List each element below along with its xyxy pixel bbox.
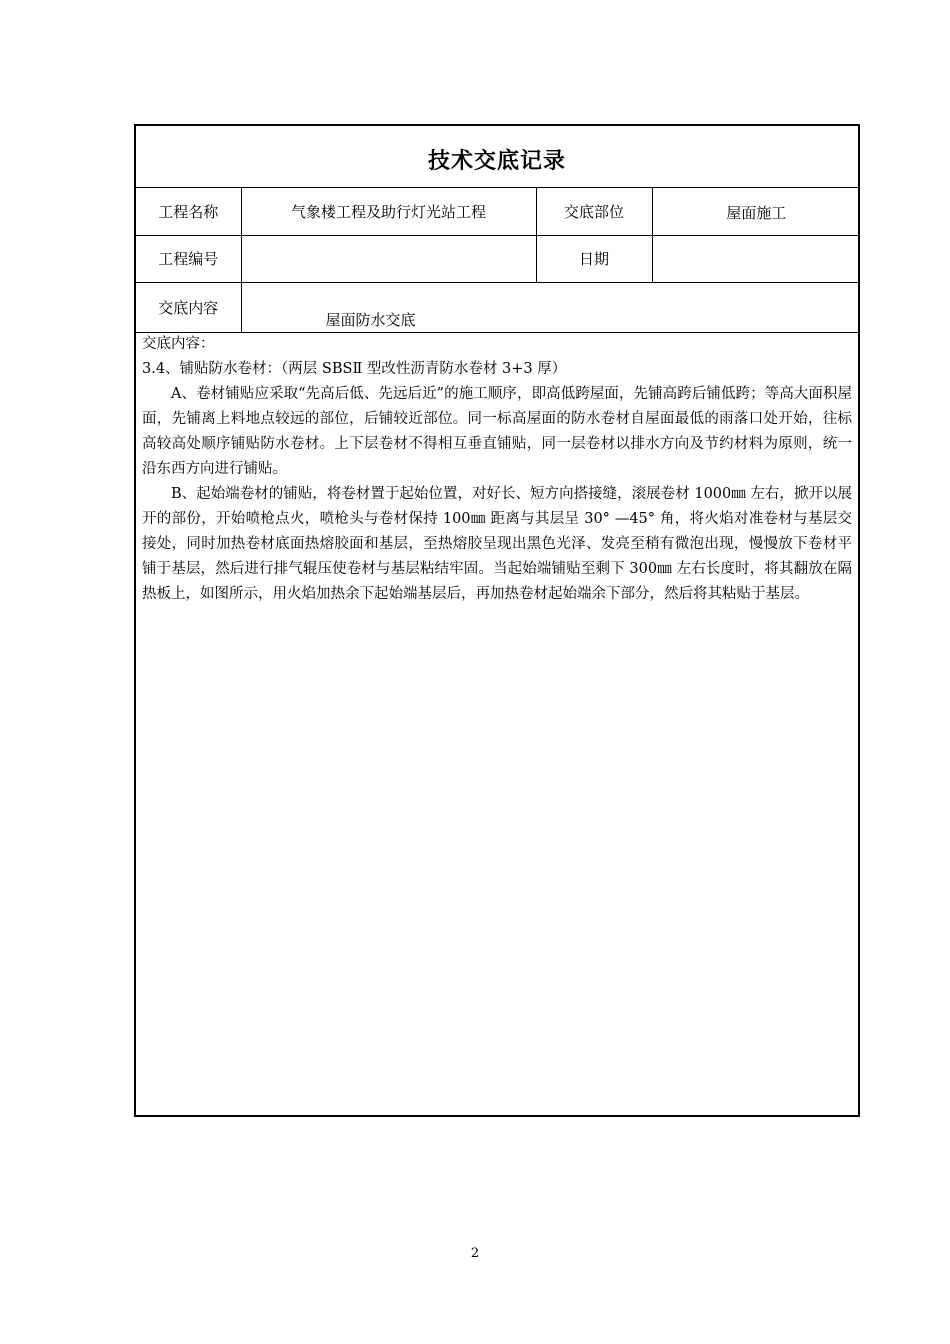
project-no-value — [241, 235, 536, 282]
row-project-name — [136, 188, 860, 235]
page-number: 2 — [470, 1246, 480, 1261]
date-label: 日期 — [536, 235, 652, 282]
row-project-no — [136, 235, 860, 282]
date-value — [652, 235, 860, 282]
location-value: 屋面施工 — [652, 188, 860, 235]
location-label: 交底部位 — [536, 188, 652, 235]
info-table — [136, 188, 860, 333]
body-heading: 交底内容： — [142, 336, 215, 352]
form-title: 技术交底记录 — [136, 126, 858, 188]
project-name-value: 气象楼工程及助行灯光站工程 — [241, 188, 536, 235]
paragraph-a: A、卷材铺贴应采取“先高后低、先远后近”的施工顺序，即高低跨屋面，先铺高跨后铺低跨；等高大面积屋面，先铺离上料地点较远的部位，后铺较近部位。同一标高屋面的防水卷材自屋面最低的雨落口处开始，往标高较高处顺序铺贴防水卷材。上下层卷材不得相互垂直铺贴，同一层卷材以排水方向及节约材料为原则，统一沿东西方向进行铺贴。 — [142, 386, 852, 477]
project-no-label: 工程编号 — [136, 235, 241, 282]
content-label: 交底内容 — [136, 282, 241, 332]
record-form — [134, 124, 860, 1117]
section-heading: 3.4、铺贴防水卷材：（两层 SBSⅡ 型改性沥青防水卷材 3+3 厚） — [142, 361, 567, 377]
project-name-label: 工程名称 — [136, 188, 241, 235]
content-body — [136, 332, 858, 607]
content-value: 屋面防水交底 — [241, 282, 860, 332]
paragraph-b: B、起始端卷材的铺贴，将卷材置于起始位置，对好长、短方向搭接缝，滚展卷材 1000㎜ 左右，掀开以展开的部份，开始喷枪点火，喷枪头与卷材保持 100㎜ 距离与其层呈 30° —45° 角，将火焰对准卷材与基层交接处，同时加热卷材底面热熔胶面和基层，至热熔胶呈现出黑色光泽、发亮至稍有微泡出现，慢慢放下卷材平铺于基层，然后进行排气辊压使卷材与基层粘结牢固。当起始端铺贴至剩下 300㎜ 左右长度时，将其翻放在隔热板上，如图所示，用火焰加热余下起始端基层后，再加热卷材起始端余下部分，然后将其粘贴于基层。 — [142, 486, 852, 602]
row-content — [136, 282, 860, 332]
